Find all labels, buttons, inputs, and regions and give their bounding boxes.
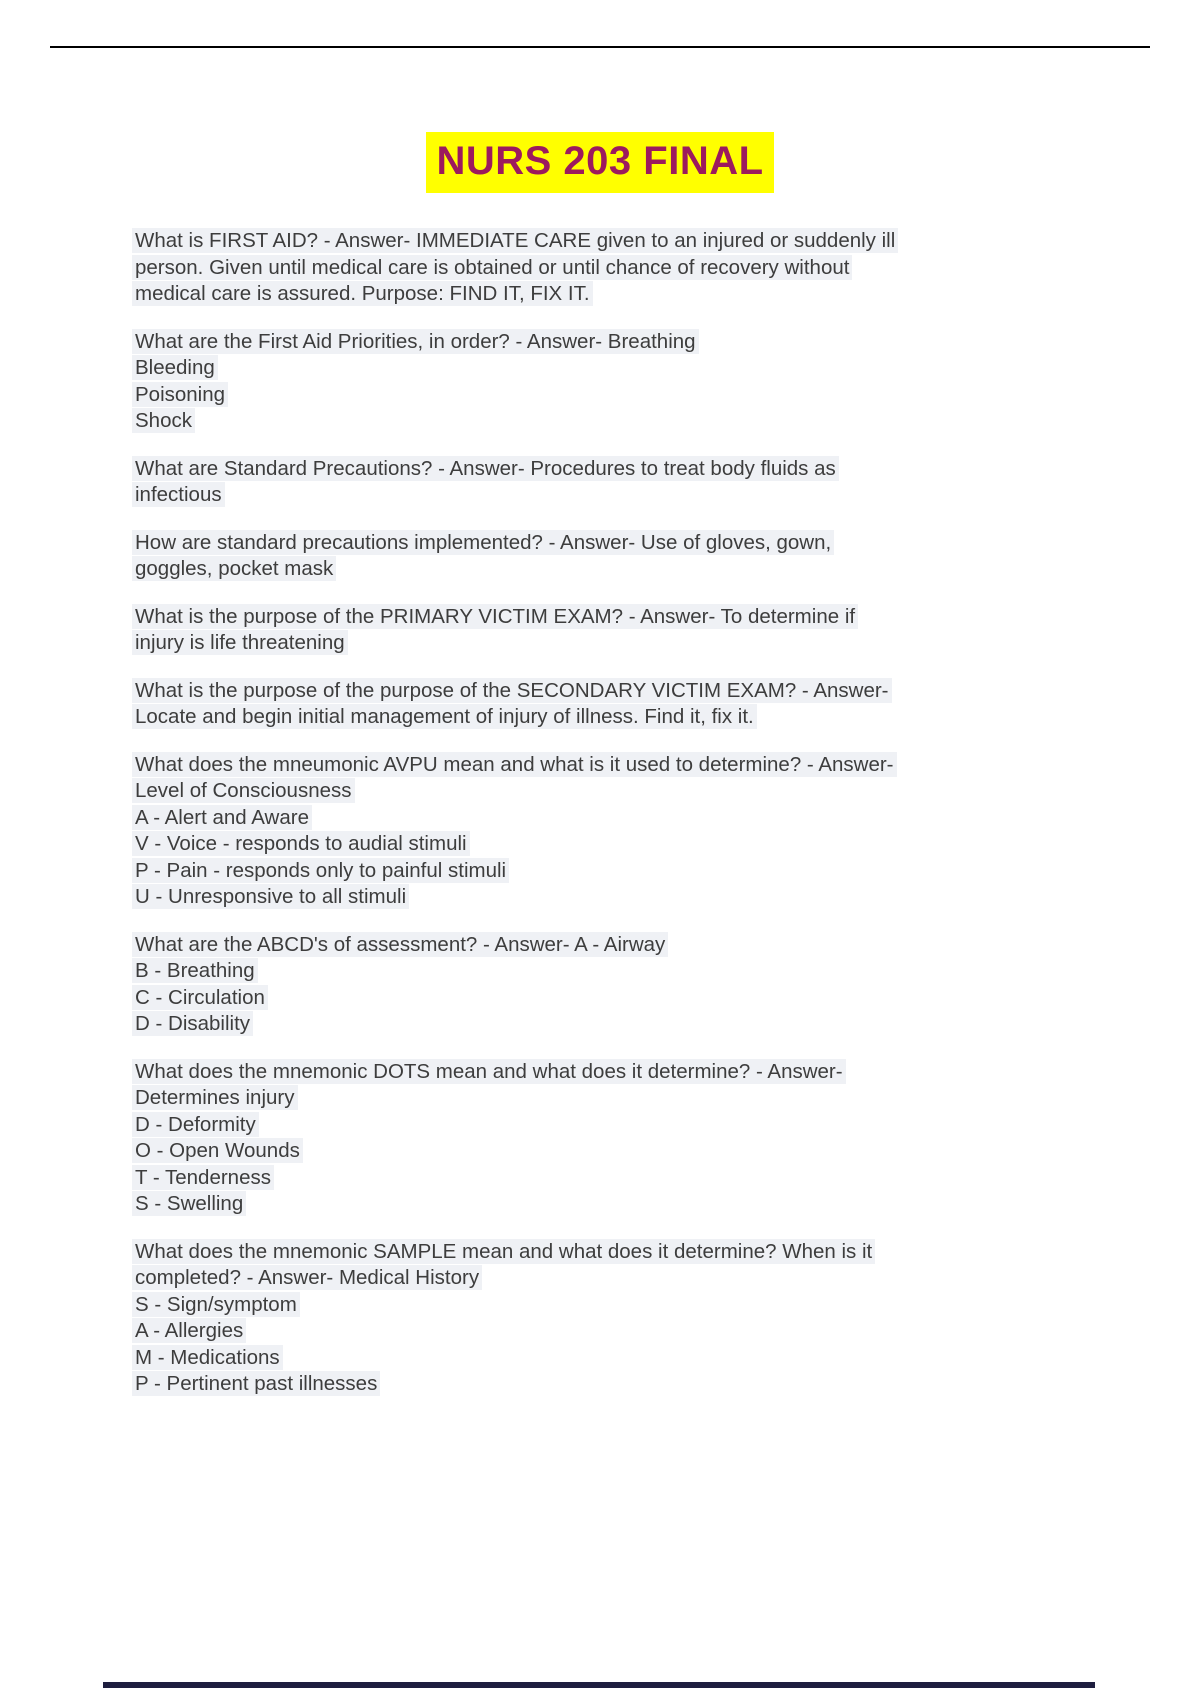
qa-line bbox=[132, 355, 1072, 382]
qa-line bbox=[132, 1085, 1072, 1112]
qa-line bbox=[132, 1371, 1072, 1398]
qa-block bbox=[132, 752, 1072, 911]
qa-block bbox=[132, 530, 1072, 583]
qa-line bbox=[132, 1138, 1072, 1165]
qa-line-text: D - Deformity bbox=[132, 1112, 259, 1137]
qa-line-text: O - Open Wounds bbox=[132, 1138, 303, 1163]
qa-line bbox=[132, 530, 1072, 557]
qa-line-text: T - Tenderness bbox=[132, 1165, 274, 1190]
qa-line-text: What is FIRST AID? - Answer- IMMEDIATE CARE given to an injured or suddenly ill bbox=[132, 228, 898, 253]
page-title bbox=[0, 132, 1200, 193]
qa-block bbox=[132, 1059, 1072, 1218]
qa-line-text: U - Unresponsive to all stimuli bbox=[132, 884, 409, 909]
qa-line-text: C - Circulation bbox=[132, 985, 268, 1010]
qa-line-text: P - Pertinent past illnesses bbox=[132, 1371, 380, 1396]
qa-line bbox=[132, 958, 1072, 985]
qa-block bbox=[132, 329, 1072, 435]
qa-line bbox=[132, 456, 1072, 483]
qa-line-text: S - Sign/symptom bbox=[132, 1292, 300, 1317]
qa-line-text: completed? - Answer- Medical History bbox=[132, 1265, 482, 1290]
qa-block bbox=[132, 678, 1072, 731]
qa-line-text: M - Medications bbox=[132, 1345, 283, 1370]
top-rule bbox=[50, 46, 1150, 48]
qa-line bbox=[132, 1318, 1072, 1345]
qa-line-text: goggles, pocket mask bbox=[132, 556, 336, 581]
qa-line bbox=[132, 932, 1072, 959]
qa-line bbox=[132, 884, 1072, 911]
qa-line-text: Shock bbox=[132, 408, 195, 433]
qa-line bbox=[132, 329, 1072, 356]
qa-line-text: B - Breathing bbox=[132, 958, 258, 983]
qa-block bbox=[132, 1239, 1072, 1398]
qa-line-text: infectious bbox=[132, 482, 225, 507]
qa-line-text: A - Allergies bbox=[132, 1318, 246, 1343]
qa-block bbox=[132, 932, 1072, 1038]
qa-line bbox=[132, 831, 1072, 858]
qa-line bbox=[132, 228, 1072, 255]
qa-block bbox=[132, 604, 1072, 657]
qa-line-text: S - Swelling bbox=[132, 1191, 246, 1216]
qa-line bbox=[132, 556, 1072, 583]
qa-line bbox=[132, 1265, 1072, 1292]
qa-line-text: How are standard precautions implemented? - Answer- Use of gloves, gown, bbox=[132, 530, 834, 555]
qa-line-text: What are the ABCD's of assessment? - Answer- A - Airway bbox=[132, 932, 668, 957]
qa-line bbox=[132, 281, 1072, 308]
qa-line bbox=[132, 704, 1072, 731]
qa-line-text: Level of Consciousness bbox=[132, 778, 355, 803]
qa-line bbox=[132, 1191, 1072, 1218]
qa-line-text: medical care is assured. Purpose: FIND IT, FIX IT. bbox=[132, 281, 593, 306]
qa-line-text: Bleeding bbox=[132, 355, 218, 380]
qa-blocks bbox=[132, 228, 1072, 1419]
qa-line bbox=[132, 630, 1072, 657]
qa-line bbox=[132, 382, 1072, 409]
qa-line bbox=[132, 1345, 1072, 1372]
qa-block bbox=[132, 228, 1072, 308]
qa-line bbox=[132, 1239, 1072, 1266]
bottom-rule bbox=[103, 1682, 1095, 1688]
qa-line bbox=[132, 1059, 1072, 1086]
qa-line-text: What does the mnemonic DOTS mean and what does it determine? - Answer- bbox=[132, 1059, 846, 1084]
qa-line-text: Poisoning bbox=[132, 382, 228, 407]
qa-line bbox=[132, 1112, 1072, 1139]
qa-line bbox=[132, 778, 1072, 805]
qa-line-text: What is the purpose of the purpose of the SECONDARY VICTIM EXAM? - Answer- bbox=[132, 678, 892, 703]
qa-line bbox=[132, 604, 1072, 631]
qa-line-text: person. Given until medical care is obtained or until chance of recovery without bbox=[132, 255, 852, 280]
qa-block bbox=[132, 456, 1072, 509]
qa-line bbox=[132, 1011, 1072, 1038]
qa-line bbox=[132, 678, 1072, 705]
qa-line bbox=[132, 408, 1072, 435]
qa-line-text: P - Pain - responds only to painful stimuli bbox=[132, 858, 509, 883]
qa-line bbox=[132, 752, 1072, 779]
qa-line-text: V - Voice - responds to audial stimuli bbox=[132, 831, 470, 856]
qa-line bbox=[132, 1165, 1072, 1192]
qa-line-text: A - Alert and Aware bbox=[132, 805, 312, 830]
title-highlight: NURS 203 FINAL bbox=[426, 132, 773, 193]
qa-line bbox=[132, 858, 1072, 885]
qa-line-text: What is the purpose of the PRIMARY VICTIM EXAM? - Answer- To determine if bbox=[132, 604, 858, 629]
qa-line bbox=[132, 805, 1072, 832]
qa-line-text: injury is life threatening bbox=[132, 630, 348, 655]
qa-line-text: What does the mnemonic SAMPLE mean and what does it determine? When is it bbox=[132, 1239, 875, 1264]
qa-line bbox=[132, 985, 1072, 1012]
qa-line-text: D - Disability bbox=[132, 1011, 253, 1036]
qa-line-text: What does the mneumonic AVPU mean and what is it used to determine? - Answer- bbox=[132, 752, 897, 777]
qa-line bbox=[132, 255, 1072, 282]
qa-line-text: Locate and begin initial management of injury of illness. Find it, fix it. bbox=[132, 704, 757, 729]
qa-line-text: What are Standard Precautions? - Answer- Procedures to treat body fluids as bbox=[132, 456, 839, 481]
qa-line bbox=[132, 1292, 1072, 1319]
qa-line bbox=[132, 482, 1072, 509]
qa-line-text: What are the First Aid Priorities, in order? - Answer- Breathing bbox=[132, 329, 699, 354]
qa-line-text: Determines injury bbox=[132, 1085, 298, 1110]
